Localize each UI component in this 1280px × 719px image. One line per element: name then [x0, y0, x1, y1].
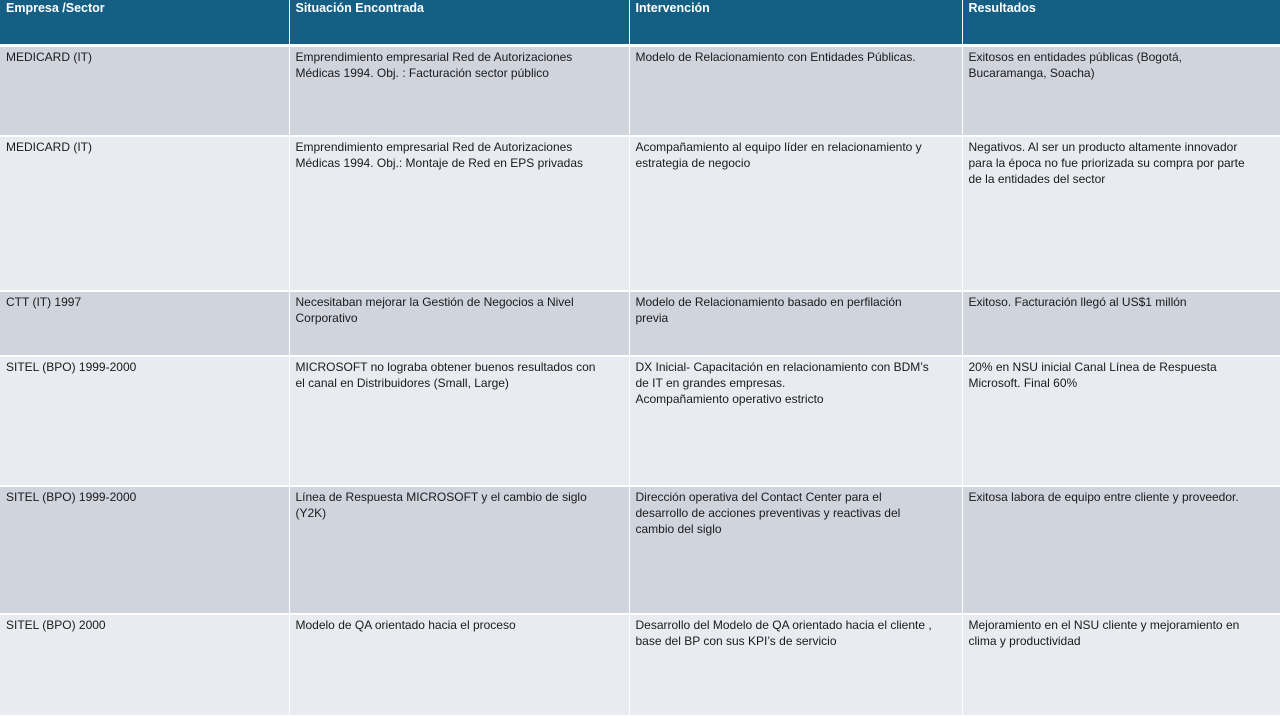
- cell-resultados: Exitosos en entidades públicas (Bogotá, Bucaramanga, Soacha): [962, 46, 1280, 136]
- cell-situacion: Línea de Respuesta MICROSOFT y el cambio de siglo (Y2K): [289, 486, 629, 614]
- cell-intervencion: Modelo de Relacionamiento con Entidades Públicas.: [629, 46, 962, 136]
- cell-empresa: MEDICARD (IT): [0, 136, 289, 291]
- header-resultados: Resultados: [962, 0, 1280, 46]
- cell-empresa: SITEL (BPO) 2000: [0, 614, 289, 716]
- header-situacion: Situación Encontrada: [289, 0, 629, 46]
- cell-empresa: SITEL (BPO) 1999-2000: [0, 486, 289, 614]
- table-row: [0, 486, 1280, 614]
- cell-resultados: Mejoramiento en el NSU cliente y mejoramiento en clima y productividad: [962, 614, 1280, 716]
- table-row: [0, 356, 1280, 486]
- table-row: [0, 614, 1280, 716]
- cell-situacion: MICROSOFT no lograba obtener buenos resultados con el canal en Distribuidores (Small, Large): [289, 356, 629, 486]
- cell-intervencion: Desarrollo del Modelo de QA orientado hacia el cliente , base del BP con sus KPI’s de servicio: [629, 614, 962, 716]
- cell-resultados: Exitosa labora de equipo entre cliente y proveedor.: [962, 486, 1280, 614]
- table-row: [0, 46, 1280, 136]
- cell-situacion: Emprendimiento empresarial Red de Autorizaciones Médicas 1994. Obj. : Facturación sector público: [289, 46, 629, 136]
- header-intervencion: Intervención: [629, 0, 962, 46]
- cell-intervencion: Dirección operativa del Contact Center para el desarrollo de acciones preventivas y reactivas del cambio del siglo: [629, 486, 962, 614]
- cell-situacion: Modelo de QA orientado hacia el proceso: [289, 614, 629, 716]
- cell-resultados: Negativos. Al ser un producto altamente innovador para la época no fue priorizada su compra por parte de la entidades del sector: [962, 136, 1280, 291]
- cell-resultados: Exitoso. Facturación llegó al US$1 millón: [962, 291, 1280, 356]
- table-row: [0, 291, 1280, 356]
- cell-situacion: Necesitaban mejorar la Gestión de Negocios a Nivel Corporativo: [289, 291, 629, 356]
- cell-empresa: MEDICARD (IT): [0, 46, 289, 136]
- cell-empresa: SITEL (BPO) 1999-2000: [0, 356, 289, 486]
- cell-intervencion: Acompañamiento al equipo líder en relacionamiento y estrategia de negocio: [629, 136, 962, 291]
- header-empresa: Empresa /Sector: [0, 0, 289, 46]
- cell-intervencion: DX Inicial- Capacitación en relacionamiento con BDM’s de IT en grandes empresas. Acompañamiento operativo estricto: [629, 356, 962, 486]
- cell-resultados: 20% en NSU inicial Canal Línea de Respuesta Microsoft. Final 60%: [962, 356, 1280, 486]
- cell-situacion: Emprendimiento empresarial Red de Autorizaciones Médicas 1994. Obj.: Montaje de Red en EPS privadas: [289, 136, 629, 291]
- cell-intervencion: Modelo de Relacionamiento basado en perfilación previa: [629, 291, 962, 356]
- header-row: [0, 0, 1280, 46]
- table-row: [0, 136, 1280, 291]
- cell-empresa: CTT (IT) 1997: [0, 291, 289, 356]
